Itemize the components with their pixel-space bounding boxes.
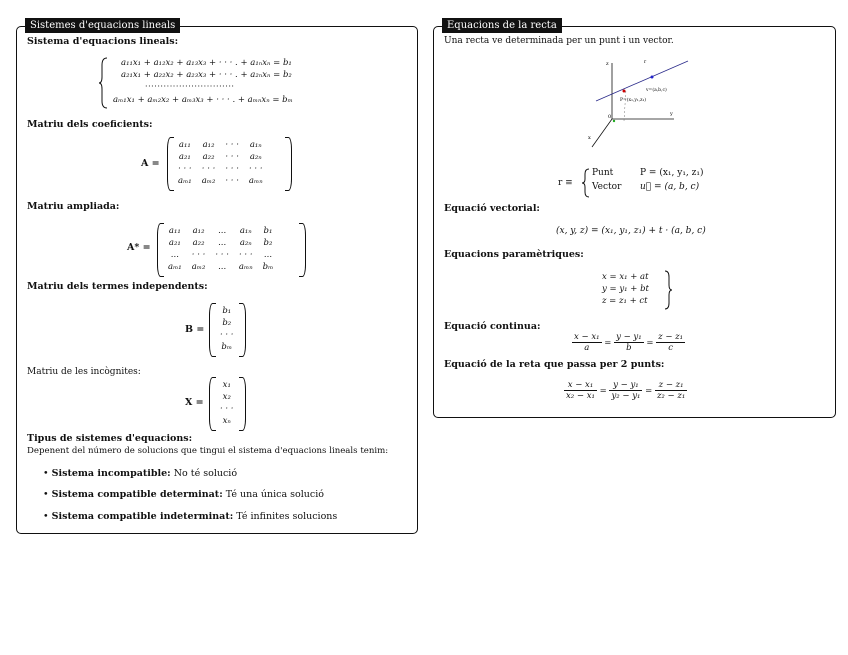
- matrix-cell: b₁: [263, 226, 273, 236]
- matrix-cell: · · ·: [178, 164, 192, 174]
- matrix-Ap-label: A* =: [127, 242, 151, 253]
- fig-x-label: x: [588, 135, 591, 141]
- matrix-cell: a₂₂: [192, 238, 205, 248]
- fig-origin-label: 0: [608, 114, 612, 120]
- system-eq-m: aₘ₁x₁ + aₘ₂x₂ + aₘ₃x₃ + · · · . + aₘₙxₙ = bₘ: [113, 95, 293, 105]
- matrix-cell: b₂: [222, 318, 232, 328]
- text-part: y − y₁: [616, 332, 642, 342]
- text-part: x₂ − x₁: [566, 391, 595, 401]
- line-intro: Una recta ve determinada per un punt i un vector.: [444, 36, 674, 46]
- text-part: b: [626, 343, 632, 353]
- matrix-cell: · · ·: [249, 164, 263, 174]
- r-def: r ≡: [558, 178, 573, 188]
- matrix-A-right-paren: [285, 137, 292, 191]
- matrix-cell: aₘₙ: [248, 176, 263, 186]
- system-brace: [99, 57, 109, 109]
- system-eq-dots: · · · · · · · · · · · · · · · · · · · · · · · · · · · · ·: [145, 82, 233, 91]
- matrix-A: [173, 139, 268, 187]
- matrix-cell: · · ·: [225, 152, 239, 162]
- matrix-cell: b₂: [263, 238, 273, 248]
- punt-value: P = (x₁, y₁, z₁): [640, 168, 704, 178]
- text-part: x − x₁: [564, 380, 597, 391]
- linear-systems-panel: [16, 20, 418, 534]
- text-part: z − z₁: [658, 332, 684, 342]
- vector-value: u⃗ = (a, b, c): [640, 182, 700, 192]
- matrix-cell: · · ·: [225, 164, 239, 174]
- matrix-cell: b₁: [222, 306, 232, 316]
- fig-point-label: P=(x₁,y₁,z₁): [620, 98, 647, 103]
- matrix-cell: aₘ₁: [178, 176, 192, 186]
- parametric-y: y = y₁ + bt: [602, 284, 649, 294]
- matrix-cell: a₁₁: [168, 226, 181, 236]
- vector-eq-heading: Equació vectorial:: [444, 203, 540, 214]
- two-points-heading: Equació de la reta que passa per 2 punts:: [444, 359, 665, 370]
- line-equations-title: Equacions de la recta: [442, 18, 562, 33]
- matrix-cell: a₂ₙ: [249, 152, 262, 162]
- matrix-cell: · · ·: [201, 164, 216, 174]
- matrix-Ap: [163, 225, 278, 273]
- text-part: a: [584, 343, 590, 353]
- list-item: • Sistema compatible determinat: Té una única solució: [43, 489, 325, 500]
- text-part: z₂ − z₁: [656, 391, 686, 401]
- matrix-cell: a₁₂: [202, 140, 215, 150]
- text-part: =: [604, 338, 612, 348]
- matrix-cell: aₘₙ: [238, 262, 253, 272]
- parametric-heading: Equacions paramètriques:: [444, 249, 584, 260]
- matrix-cell: a₂₁: [178, 152, 191, 162]
- fig-z-label: z: [606, 61, 609, 67]
- parametric-brace: [664, 270, 672, 310]
- matrix-cell: aₘ₂: [191, 262, 206, 272]
- matrix-cell: a₂ₙ: [239, 238, 252, 248]
- vector-eq: (x, y, z) = (x₁, y₁, z₁) + t · (a, b, c): [556, 226, 706, 236]
- text-part: x − x₁: [574, 332, 600, 342]
- matrix-cell: ...: [218, 262, 227, 272]
- system-types-heading: Tipus de sistemes d'equacions:: [27, 433, 193, 444]
- text-part: Sistema compatible determinat:: [51, 489, 223, 500]
- matrix-X: [215, 379, 239, 427]
- matrix-cell: ...: [218, 238, 227, 248]
- linear-systems-title: Sistemes d'equacions lineals: [25, 18, 180, 33]
- line-3d-figure: [584, 51, 694, 155]
- matrix-cell: · · ·: [225, 140, 239, 150]
- matrix-cell: a₁₁: [178, 140, 191, 150]
- list-item: • Sistema compatible indeterminat: Té infinites solucions: [43, 511, 338, 522]
- matrix-X-right-paren: [239, 377, 246, 431]
- matrix-cell: a₁ₙ: [239, 226, 252, 236]
- matrix-B-label: B =: [185, 324, 205, 335]
- continuous-eq: [572, 332, 685, 353]
- matrix-cell: ...: [170, 250, 179, 260]
- text-part: Sistema compatible indeterminat:: [51, 511, 234, 522]
- parametric-z: z = z₁ + ct: [602, 296, 648, 306]
- augmented-heading: Matriu ampliada:: [27, 201, 120, 212]
- vector-label: Vector: [592, 182, 622, 192]
- matrix-A-label: A =: [141, 158, 160, 169]
- continuous-heading: Equació continua:: [444, 321, 541, 332]
- matrix-cell: a₂₂: [202, 152, 215, 162]
- text-part: =: [645, 386, 653, 396]
- text-part: c: [668, 343, 673, 353]
- fig-y-label: y: [670, 111, 673, 117]
- matrix-cell: · · ·: [220, 404, 234, 414]
- text-part: Té una única solució: [222, 489, 325, 500]
- fig-vector-label: v=(a,b,c): [646, 88, 667, 93]
- matrix-cell: aₘ₂: [201, 176, 216, 186]
- matrix-cell: x₁: [222, 380, 231, 390]
- text-part: y − y₁: [609, 380, 642, 391]
- parametric-x: x = x₁ + at: [602, 272, 649, 282]
- matrix-cell: ...: [218, 226, 227, 236]
- matrix-B: [215, 305, 239, 353]
- matrix-cell: a₂₁: [168, 238, 181, 248]
- fig-r-label: r: [644, 60, 647, 65]
- punt-label: Punt: [592, 168, 614, 178]
- matrix-cell: bₘ: [262, 262, 274, 272]
- matrix-cell: · · ·: [191, 250, 206, 260]
- text-part: z − z₁: [655, 380, 687, 391]
- coefficients-heading: Matriu dels coeficients:: [27, 119, 153, 130]
- r-def-brace: [582, 168, 590, 198]
- matrix-B-right-paren: [239, 303, 246, 357]
- matrix-cell: a₁₂: [192, 226, 205, 236]
- matrix-cell: a₁ₙ: [249, 140, 262, 150]
- unknowns-heading: Matriu de les incògnites:: [27, 367, 141, 377]
- matrix-X-label: X =: [185, 397, 204, 408]
- matrix-cell: xₙ: [222, 416, 231, 426]
- line-equations-panel: [433, 20, 836, 418]
- matrix-cell: · · ·: [225, 176, 239, 186]
- text-part: Sistema incompatible:: [51, 468, 171, 479]
- text-part: No té solució: [170, 468, 238, 479]
- system-eq-2: a₂₁x₁ + a₂₂x₂ + a₂₃x₃ + · · · . + a₂ₙxₙ = b₂: [121, 70, 292, 80]
- two-points-eq: [564, 380, 687, 401]
- matrix-cell: ...: [263, 250, 273, 260]
- text-part: y₂ − y₁: [611, 391, 641, 401]
- independent-terms-heading: Matriu dels termes independents:: [27, 281, 208, 292]
- matrix-cell: aₘ₁: [168, 262, 182, 272]
- system-types-description: Depenent del número de solucions que tingui el sistema d'equacions lineals tenim:: [27, 446, 389, 456]
- matrix-cell: · · ·: [220, 330, 234, 340]
- matrix-cell: · · ·: [239, 250, 253, 260]
- text-part: =: [646, 338, 654, 348]
- matrix-Ap-right-paren: [299, 223, 306, 277]
- system-heading: Sistema d'equacions lineals:: [27, 36, 179, 47]
- text-part: Té infinites solucions: [233, 511, 338, 522]
- text-part: =: [599, 386, 607, 396]
- list-item: • Sistema incompatible: No té solució: [43, 468, 238, 479]
- matrix-cell: bₘ: [221, 342, 233, 352]
- system-eq-1: a₁₁x₁ + a₁₂x₂ + a₁₃x₃ + · · · . + a₁ₙxₙ = b₁: [121, 58, 292, 68]
- matrix-cell: x₂: [222, 392, 231, 402]
- matrix-cell: · · ·: [215, 250, 229, 260]
